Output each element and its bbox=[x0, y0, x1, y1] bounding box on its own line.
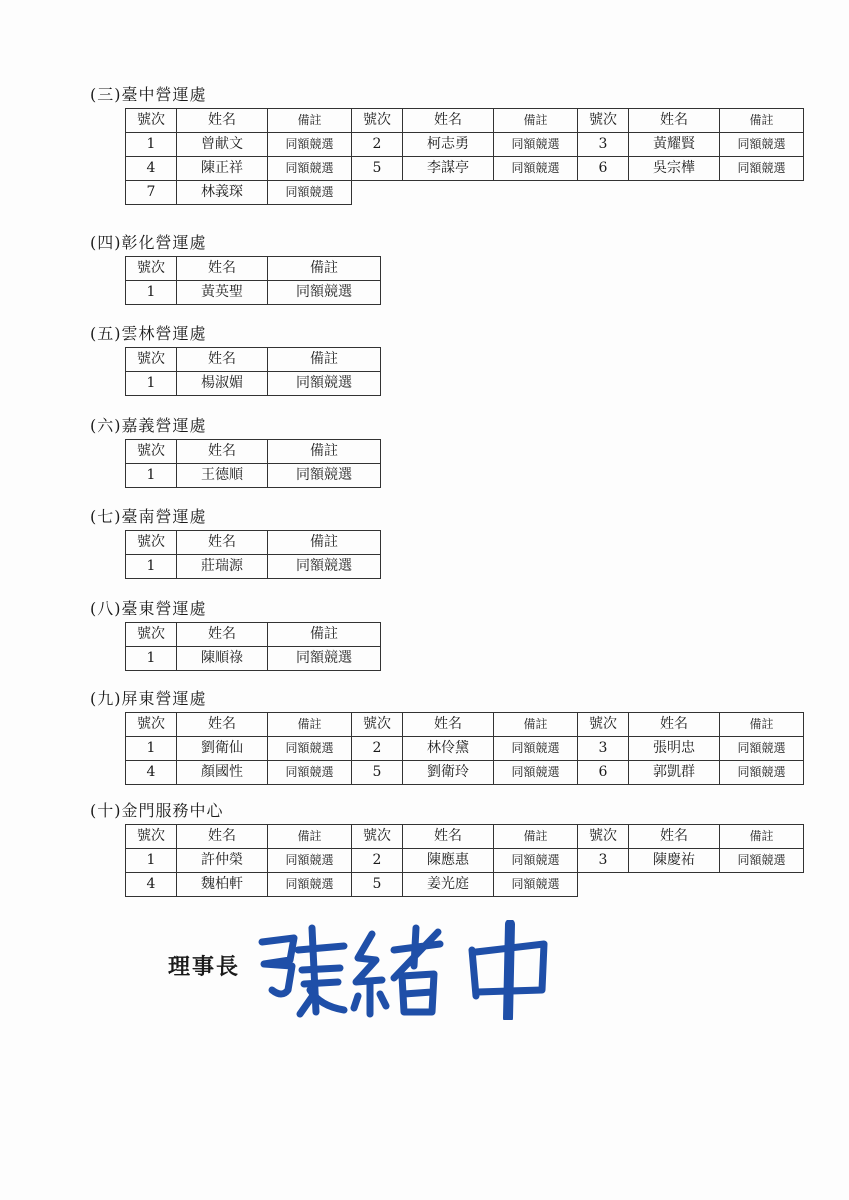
candidate-note: 同額競選 bbox=[268, 157, 352, 181]
header-note: 備註 bbox=[268, 440, 381, 464]
candidate-number: 1 bbox=[126, 849, 177, 873]
header-name: 姓名 bbox=[177, 531, 268, 555]
candidate-name: 黃耀賢 bbox=[629, 133, 720, 157]
candidate-note: 同額競選 bbox=[720, 133, 804, 157]
header-num: 號次 bbox=[578, 825, 629, 849]
empty-cell bbox=[352, 181, 403, 205]
section-taichung bbox=[90, 84, 804, 205]
candidate-note: 同額競選 bbox=[720, 737, 804, 761]
candidate-note: 同額競選 bbox=[720, 849, 804, 873]
candidate-note: 同額競選 bbox=[268, 464, 381, 488]
header-note: 備註 bbox=[268, 825, 352, 849]
empty-cell bbox=[629, 873, 720, 897]
header-note: 備註 bbox=[720, 713, 804, 737]
roster-table bbox=[125, 256, 381, 305]
candidate-number: 1 bbox=[126, 464, 177, 488]
candidate-note: 同額競選 bbox=[268, 133, 352, 157]
table-row bbox=[126, 181, 804, 205]
empty-cell bbox=[578, 873, 629, 897]
candidate-name: 陳正祥 bbox=[177, 157, 268, 181]
table-header-row bbox=[126, 348, 381, 372]
table-row bbox=[126, 761, 804, 785]
candidate-number: 3 bbox=[578, 133, 629, 157]
candidate-name: 曾献文 bbox=[177, 133, 268, 157]
candidate-note: 同額競選 bbox=[268, 647, 381, 671]
header-num: 號次 bbox=[126, 109, 177, 133]
header-note: 備註 bbox=[720, 825, 804, 849]
empty-cell bbox=[403, 181, 494, 205]
header-note: 備註 bbox=[268, 531, 381, 555]
section-changhua bbox=[90, 232, 381, 305]
table-row bbox=[126, 133, 804, 157]
header-name: 姓名 bbox=[403, 825, 494, 849]
header-note: 備註 bbox=[268, 623, 381, 647]
header-num: 號次 bbox=[126, 713, 177, 737]
candidate-note: 同額競選 bbox=[268, 737, 352, 761]
roster-table bbox=[125, 439, 381, 488]
table-row bbox=[126, 647, 381, 671]
header-num: 號次 bbox=[352, 109, 403, 133]
table-header-row bbox=[126, 257, 381, 281]
section-title: (三)臺中營運處 bbox=[90, 85, 207, 104]
section-title: (七)臺南營運處 bbox=[90, 507, 207, 526]
table-header-row bbox=[126, 825, 804, 849]
empty-cell bbox=[720, 873, 804, 897]
candidate-note: 同額競選 bbox=[494, 873, 578, 897]
candidate-note: 同額競選 bbox=[268, 372, 381, 396]
candidate-name: 莊瑞源 bbox=[177, 555, 268, 579]
candidate-number: 5 bbox=[352, 761, 403, 785]
table-row bbox=[126, 281, 381, 305]
header-name: 姓名 bbox=[177, 440, 268, 464]
header-note: 備註 bbox=[268, 109, 352, 133]
candidate-number: 7 bbox=[126, 181, 177, 205]
header-name: 姓名 bbox=[177, 109, 268, 133]
section-yunlin bbox=[90, 323, 381, 396]
candidate-name: 王德順 bbox=[177, 464, 268, 488]
candidate-number: 1 bbox=[126, 555, 177, 579]
candidate-note: 同額競選 bbox=[268, 555, 381, 579]
candidate-name: 劉衛仙 bbox=[177, 737, 268, 761]
header-name: 姓名 bbox=[629, 109, 720, 133]
header-num: 號次 bbox=[126, 623, 177, 647]
candidate-note: 同額競選 bbox=[494, 849, 578, 873]
header-num: 號次 bbox=[352, 713, 403, 737]
candidate-name: 劉衛玲 bbox=[403, 761, 494, 785]
candidate-number: 1 bbox=[126, 737, 177, 761]
header-num: 號次 bbox=[126, 531, 177, 555]
section-title: (八)臺東營運處 bbox=[90, 599, 207, 618]
header-note: 備註 bbox=[494, 109, 578, 133]
candidate-note: 同額競選 bbox=[494, 737, 578, 761]
candidate-name: 黃英聖 bbox=[177, 281, 268, 305]
roster-table bbox=[125, 824, 804, 897]
header-num: 號次 bbox=[578, 109, 629, 133]
header-name: 姓名 bbox=[177, 257, 268, 281]
candidate-note: 同額競選 bbox=[494, 133, 578, 157]
section-pingtung bbox=[90, 688, 804, 785]
candidate-number: 4 bbox=[126, 761, 177, 785]
roster-table bbox=[125, 622, 381, 671]
candidate-note: 同額競選 bbox=[268, 761, 352, 785]
table-row bbox=[126, 157, 804, 181]
table-row bbox=[126, 737, 804, 761]
empty-cell bbox=[494, 181, 578, 205]
header-name: 姓名 bbox=[177, 713, 268, 737]
candidate-name: 許仲榮 bbox=[177, 849, 268, 873]
chairman-label: 理事長 bbox=[168, 955, 241, 980]
table-header-row bbox=[126, 109, 804, 133]
candidate-note: 同額競選 bbox=[494, 157, 578, 181]
candidate-name: 林義琛 bbox=[177, 181, 268, 205]
candidate-number: 1 bbox=[126, 133, 177, 157]
table-row bbox=[126, 873, 804, 897]
candidate-note: 同額競選 bbox=[268, 849, 352, 873]
header-name: 姓名 bbox=[177, 348, 268, 372]
table-row bbox=[126, 555, 381, 579]
candidate-number: 5 bbox=[352, 873, 403, 897]
section-title: (十)金門服務中心 bbox=[90, 801, 224, 820]
empty-cell bbox=[720, 181, 804, 205]
table-header-row bbox=[126, 713, 804, 737]
candidate-name: 顏國性 bbox=[177, 761, 268, 785]
candidate-note: 同額競選 bbox=[268, 281, 381, 305]
candidate-name: 郭凱群 bbox=[629, 761, 720, 785]
section-title: (六)嘉義營運處 bbox=[90, 416, 207, 435]
candidate-note: 同額競選 bbox=[494, 761, 578, 785]
candidate-number: 4 bbox=[126, 873, 177, 897]
empty-cell bbox=[578, 181, 629, 205]
header-name: 姓名 bbox=[629, 713, 720, 737]
table-header-row bbox=[126, 531, 381, 555]
roster-table bbox=[125, 108, 804, 205]
header-note: 備註 bbox=[268, 348, 381, 372]
header-num: 號次 bbox=[578, 713, 629, 737]
section-taitung bbox=[90, 598, 381, 671]
header-name: 姓名 bbox=[629, 825, 720, 849]
candidate-number: 3 bbox=[578, 849, 629, 873]
section-chiayi bbox=[90, 415, 381, 488]
header-name: 姓名 bbox=[177, 825, 268, 849]
candidate-number: 5 bbox=[352, 157, 403, 181]
header-num: 號次 bbox=[126, 825, 177, 849]
candidate-number: 1 bbox=[126, 647, 177, 671]
header-note: 備註 bbox=[494, 825, 578, 849]
header-num: 號次 bbox=[126, 257, 177, 281]
candidate-name: 張明忠 bbox=[629, 737, 720, 761]
header-note: 備註 bbox=[494, 713, 578, 737]
header-num: 號次 bbox=[126, 348, 177, 372]
candidate-name: 李謀亭 bbox=[403, 157, 494, 181]
candidate-note: 同額競選 bbox=[268, 181, 352, 205]
candidate-name: 楊淑媚 bbox=[177, 372, 268, 396]
candidate-number: 3 bbox=[578, 737, 629, 761]
candidate-number: 2 bbox=[352, 133, 403, 157]
section-kinmen bbox=[90, 800, 804, 897]
candidate-number: 4 bbox=[126, 157, 177, 181]
candidate-number: 2 bbox=[352, 849, 403, 873]
header-num: 號次 bbox=[126, 440, 177, 464]
section-title: (九)屏東營運處 bbox=[90, 689, 207, 708]
header-name: 姓名 bbox=[403, 713, 494, 737]
candidate-number: 6 bbox=[578, 761, 629, 785]
table-header-row bbox=[126, 623, 381, 647]
candidate-name: 陳應惠 bbox=[403, 849, 494, 873]
table-row bbox=[126, 849, 804, 873]
header-name: 姓名 bbox=[403, 109, 494, 133]
section-title: (五)雲林營運處 bbox=[90, 324, 207, 343]
roster-table bbox=[125, 530, 381, 579]
candidate-number: 2 bbox=[352, 737, 403, 761]
handwritten-signature bbox=[254, 920, 574, 1020]
candidate-name: 林伶黛 bbox=[403, 737, 494, 761]
candidate-name: 陳慶祐 bbox=[629, 849, 720, 873]
candidate-name: 陳順祿 bbox=[177, 647, 268, 671]
candidate-name: 吳宗樺 bbox=[629, 157, 720, 181]
candidate-number: 1 bbox=[126, 281, 177, 305]
section-title: (四)彰化營運處 bbox=[90, 233, 207, 252]
header-name: 姓名 bbox=[177, 623, 268, 647]
candidate-note: 同額競選 bbox=[268, 873, 352, 897]
section-tainan bbox=[90, 506, 381, 579]
candidate-note: 同額競選 bbox=[720, 761, 804, 785]
header-note: 備註 bbox=[268, 713, 352, 737]
header-note: 備註 bbox=[720, 109, 804, 133]
table-header-row bbox=[126, 440, 381, 464]
candidate-note: 同額競選 bbox=[720, 157, 804, 181]
candidate-name: 姜光庭 bbox=[403, 873, 494, 897]
empty-cell bbox=[629, 181, 720, 205]
table-row bbox=[126, 372, 381, 396]
candidate-number: 1 bbox=[126, 372, 177, 396]
candidate-number: 6 bbox=[578, 157, 629, 181]
table-row bbox=[126, 464, 381, 488]
candidate-name: 魏柏軒 bbox=[177, 873, 268, 897]
header-note: 備註 bbox=[268, 257, 381, 281]
roster-table bbox=[125, 347, 381, 396]
roster-table bbox=[125, 712, 804, 785]
header-num: 號次 bbox=[352, 825, 403, 849]
candidate-name: 柯志勇 bbox=[403, 133, 494, 157]
